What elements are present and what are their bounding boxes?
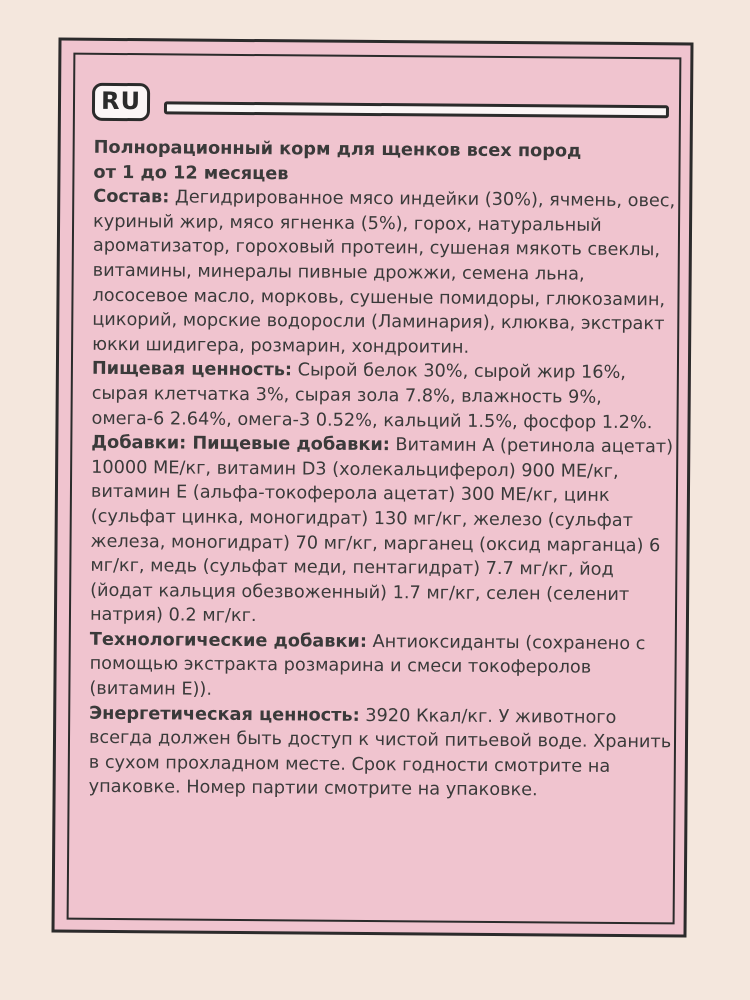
language-badge: RU <box>92 83 150 121</box>
additives-section <box>90 431 677 632</box>
nutrition-text: Сырой белок 30%, сырой жир 16%, сырая клетчатка 3%, сырая зола 7.8%, влажность 9%, омега-6 2.64%, омега-3 0.52%, кальций 1.5%, фосфор 1.2%. <box>91 360 653 433</box>
additives-text: Витамин А (ретинола ацетат) 10000 МЕ/кг, витамин D3 (холекальциферол) 900 МЕ/кг, витамин Е (альфа-токоферола ацетат) 300 МЕ/кг, цинк (сульфат цинка, моногидрат) 130 мг/кг, железо (сульфат железа, моногидрат) 70 мг/кг, марганец (оксид марганца) 6 мг/кг, медь (сульфат меди, пентагидрат) 7.7 мг/кг, йод (йодат кальция обезвоженный) 1.7 мг/кг, селен (селенит натрия) 0.2 мг/кг. <box>89 435 674 627</box>
composition-label: Состав: <box>93 186 170 208</box>
energy-section <box>89 701 675 804</box>
energy-text: 3920 Ккал/кг. У животного всегда должен быть доступ к чистой питьевой воде. Хранить в сухом прохладном месте. Срок годности смотрите на упаковке. Номер партии смотрите на упаковке. <box>88 705 672 801</box>
product-title-line2: от 1 до 12 месяцев <box>93 162 289 184</box>
composition-text: Дегидрированное мясо индейки (30%), ячмень, овес, куриный жир, мясо ягненка (5%), горох, натуральный ароматизатор, гороховый протеин, сушеная мякоть свеклы, витамины, минералы пивные дрожжи, семена льна, лососевое масло, морковь, сушеные помидоры, глюкозамин, цикорий, морские водоросли (Ламинария), клюква, экстракт юкки шидигера, розмарин, хондроитин. <box>92 187 676 358</box>
technological-text: Антиоксиданты (сохранено с помощью экстракта розмарина и смеси токоферолов (витамин Е)). <box>89 631 646 700</box>
ingredient-label-card <box>51 38 693 938</box>
additives-label: Добавки: <box>91 432 187 454</box>
technological-label: Технологические добавки: <box>89 629 368 652</box>
header-rule <box>164 101 669 118</box>
nutrition-section <box>91 357 677 435</box>
product-title-line1: Полнорационный корм для щенков всех пород <box>93 137 582 162</box>
energy-label: Энергетическая ценность: <box>89 703 360 726</box>
additives-sublabel: Пищевые добавки: <box>186 433 390 456</box>
technological-section <box>89 628 675 706</box>
composition-section <box>92 185 678 362</box>
product-title <box>93 136 678 190</box>
nutrition-label: Пищевая ценность: <box>91 359 293 381</box>
label-text-block <box>89 136 679 805</box>
